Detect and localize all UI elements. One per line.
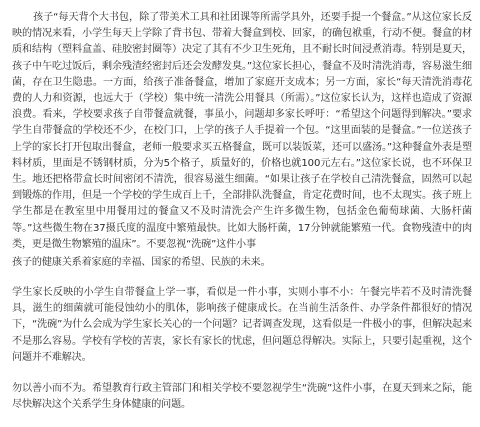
article-paragraph-3: 学生家长反映的小学生自带餐盒上学一事，看似是一件小事，实则小事不小：午餐完毕若不及时清洗餐具，滋生的细菌就可能侵蚀幼小的肌体，影响孩子健康成长。在当前生活条件、办学条件都很好的情况下，“洗碗”为什么会成为学生家长关心的一个问题？记者调查发现，这看似是一件极小的事，但解决起来不是那么容易。学校有学校的苦衷，家长有家长的忧虑，但问题总得解决。实际上，只要引起重视，这个问题并不难解决。 xyxy=(12,287,472,363)
article-paragraph-2: 孩子的健康关系着家庭的幸福、国家的希望、民族的未来。 xyxy=(12,257,271,268)
article-paragraph-4: 勿以善小而不为。希望教育行政主管部门和相关学校不要忽视学生“洗碗”这件小事，在夏天到来之际，能尽快解决这个关系学生身体健康的问题。 xyxy=(12,383,472,411)
article-paragraph-1: 孩子“每天背个大书包，除了带美术工具和社团课等所需学具外，还要手提一个餐盒。”从这位家长反映的情况来看，小学生每天上学除了背书包、带着大餐盒到校、回家，的确包袱重，行动不便。餐盒的材质和结构（塑料盒盖、硅胶密封圈等）决定了其有不少卫生死角，且不耐长时间浸煮消毒。特别是夏天，孩子中午吃过饭后，剩余残渣经密封后还会发酵发臭。”这位家长担心，餐盒不及时清洗消毒，容易滋生细菌，存在卫生隐患。一方面，给孩子准备餐盒，增加了家庭开支成本；另一方面，家长“每天清洗消毒花费的人力和资源，也远大于（学校）集中统一清洗公用餐具（所需）。”这位家长认为，这样也造成了资源浪费。看来，学校要求孩子自带餐盒就餐，事虽小，问题却多家长呼吁：“希望这个问题得到解决。”要求学生自带餐盒的学校还不少，在校门口，上学的孩子人手提着一个包。“这里面装的是餐盒。”一位送孩子上学的家长打开包取出餐盒，老师一般要求买五格餐盒，既可以装饭菜，还可以盛汤。”这种餐盒外表是塑料材质，里面是不锈钢材质，分为5个格子，质量好的，价格也就100元左右。”这位家长说，也不环保卫生。地还把格带盒长时间密闭不清洗，很容易滋生细菌。“如果让孩子在学校自己清洗餐盒，固然可以起到锻炼的作用，但是一个学校的学生成百上千，全部排队洗餐盒，肯定花费时间，也不太现实。孩子班上学生都是在教室里中用餐用过的餐盒又不及时清洗会产生许多微生物，包括金色葡萄球菌、大肠杆菌等。”这些微生物在37摄氏度的温度中繁殖最快。比如大肠杆菌，17分钟就能繁殖一代。食物残渣中的肉类，更是微生物繁殖的温床”。不要忽视“洗碗”这件小事 xyxy=(12,12,472,250)
